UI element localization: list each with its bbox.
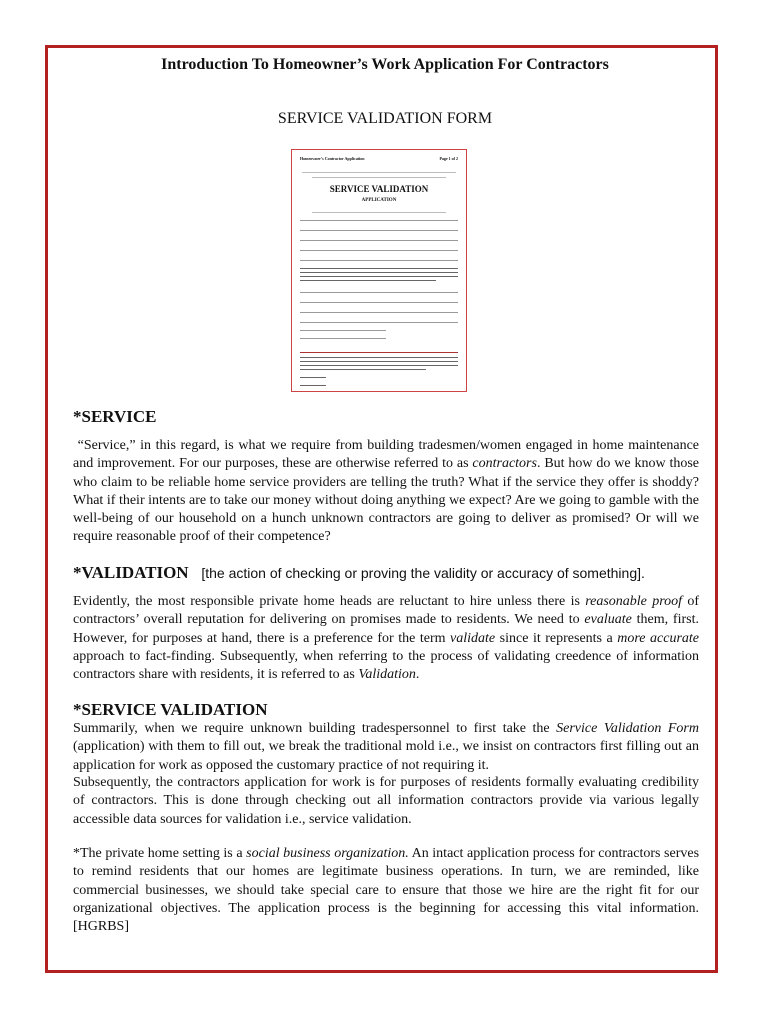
- validation-text-f: .: [415, 667, 420, 683]
- sv-text-b: (application) with them to fill out, we break the traditional mold i.e., we insist on contractors first filling out an application for work as opposed the customary practice of not requiring it.: [73, 739, 699, 773]
- thumbnail-line: [300, 292, 458, 293]
- sv-em-a: Service Validation Form: [556, 721, 699, 736]
- thumbnail-subtitle: APPLICATION: [361, 198, 397, 203]
- validation-heading: [73, 563, 645, 583]
- thumbnail-line: [300, 338, 386, 339]
- thumbnail-line: [300, 250, 458, 251]
- service-validation-paragraph-1: [73, 720, 699, 775]
- thumbnail-line: [300, 330, 386, 331]
- validation-em-d: more accurate: [617, 630, 699, 646]
- validation-em-b: evaluate: [584, 612, 632, 628]
- sv-text-a: Summarily, when we require unknown building tradespersonnel to first take the: [73, 721, 557, 736]
- validation-text-a: Evidently, the most responsible private home heads are reluctant to hire unless there is: [73, 594, 586, 609]
- form-thumbnail: [291, 149, 467, 392]
- thumbnail-header-right: Page 1 of 2: [439, 156, 458, 161]
- validation-paragraph: [73, 593, 699, 684]
- thumbnail-title: SERVICE VALIDATION: [329, 184, 429, 194]
- validation-text-d: since it represents a: [495, 630, 618, 646]
- thumbnail-line: [300, 220, 458, 221]
- thumbnail-line: [300, 280, 436, 281]
- service-validation-paragraph-2: Subsequently, the contractors application for work is for purposes of residents formally evaluating credibility of contractors. This is done through checking out all information contractors provide via various legally accessible data sources for validation i.e., service validation.: [73, 775, 699, 827]
- thumbnail-line: [300, 361, 458, 362]
- validation-text-c: them, first. However, for purposes at hand, there is a preference for the term: [73, 612, 699, 646]
- thumbnail-line: [312, 212, 446, 213]
- thumbnail-line: [300, 352, 458, 353]
- thumbnail-line: [300, 312, 458, 313]
- thumbnail-line: [300, 357, 458, 358]
- validation-text-b: of contractors’ overall reputation for delivering on promises made to residents. We need to: [73, 594, 699, 628]
- thumbnail-line: [300, 240, 458, 241]
- service-text-em: contractors: [472, 456, 537, 472]
- thumbnail-line: [300, 369, 426, 370]
- service-text-1: “Service,” in this regard, is what we require from building tradesmen/women engaged in home maintenance and improvement. For our purposes, these are otherwise referred to as: [73, 438, 700, 472]
- thumbnail-header: [300, 156, 458, 161]
- service-paragraph: [73, 437, 699, 547]
- thumbnail-line: [300, 385, 326, 386]
- page-title: Introduction To Homeowner’s Work Application For Contractors: [161, 56, 609, 73]
- service-heading: *SERVICE: [73, 407, 157, 426]
- thumbnail-line: [300, 302, 458, 303]
- thumbnail-line: [300, 377, 326, 378]
- thumbnail-line: [300, 322, 458, 323]
- thumbnail-line: [300, 260, 458, 261]
- service-validation-paragraph-3: [73, 845, 699, 936]
- sv-p3-em: social business organization.: [246, 846, 409, 861]
- validation-em-e: Validation: [358, 667, 416, 683]
- validation-definition: [the action of checking or proving the validity or accuracy of something].: [201, 565, 645, 581]
- service-validation-heading: *SERVICE VALIDATION: [73, 700, 268, 719]
- validation-heading-label: *VALIDATION: [73, 563, 189, 582]
- validation-text-e: approach to fact-finding. Subsequently, when referring to the process of validating creedence of information contractors share with residents, it is referred to as: [73, 648, 699, 683]
- service-text-2: . But how do we know those who claim to be reliable home service providers are telling the truth? What if the service they offer is shoddy? What if their intents are to take our money without doing anything we expect? Are we going to gamble with the well-being of our household on a hunch unknown contractors are going to deliver as promised? Or will we require reasonable proof of their competence?: [73, 456, 699, 545]
- thumbnail-line: [300, 268, 458, 269]
- validation-em-a: reasonable proof: [585, 594, 683, 609]
- thumbnail-line: [312, 177, 446, 178]
- thumbnail-line: [302, 172, 456, 173]
- thumbnail-line: [300, 365, 458, 366]
- sv-p3-text-a: *The private home setting is a: [73, 846, 247, 861]
- thumbnail-line: [300, 276, 458, 277]
- validation-em-c: validate: [450, 630, 496, 646]
- thumbnail-line: [300, 272, 458, 273]
- form-title: SERVICE VALIDATION FORM: [277, 110, 493, 127]
- thumbnail-header-left: Homeowner’s Contractor Application: [300, 156, 365, 161]
- thumbnail-line: [300, 230, 458, 231]
- sv-p3-text-b: An intact application process for contractors serves to remind residents that our homes are legitimate business operations. In turn, we are reminded, like commercial businesses, we should take special care to ensure that those we hire are the right fit for our organizational objectives. The application process is the beginning for accessing this vital information. [HGRBS]: [73, 846, 700, 935]
